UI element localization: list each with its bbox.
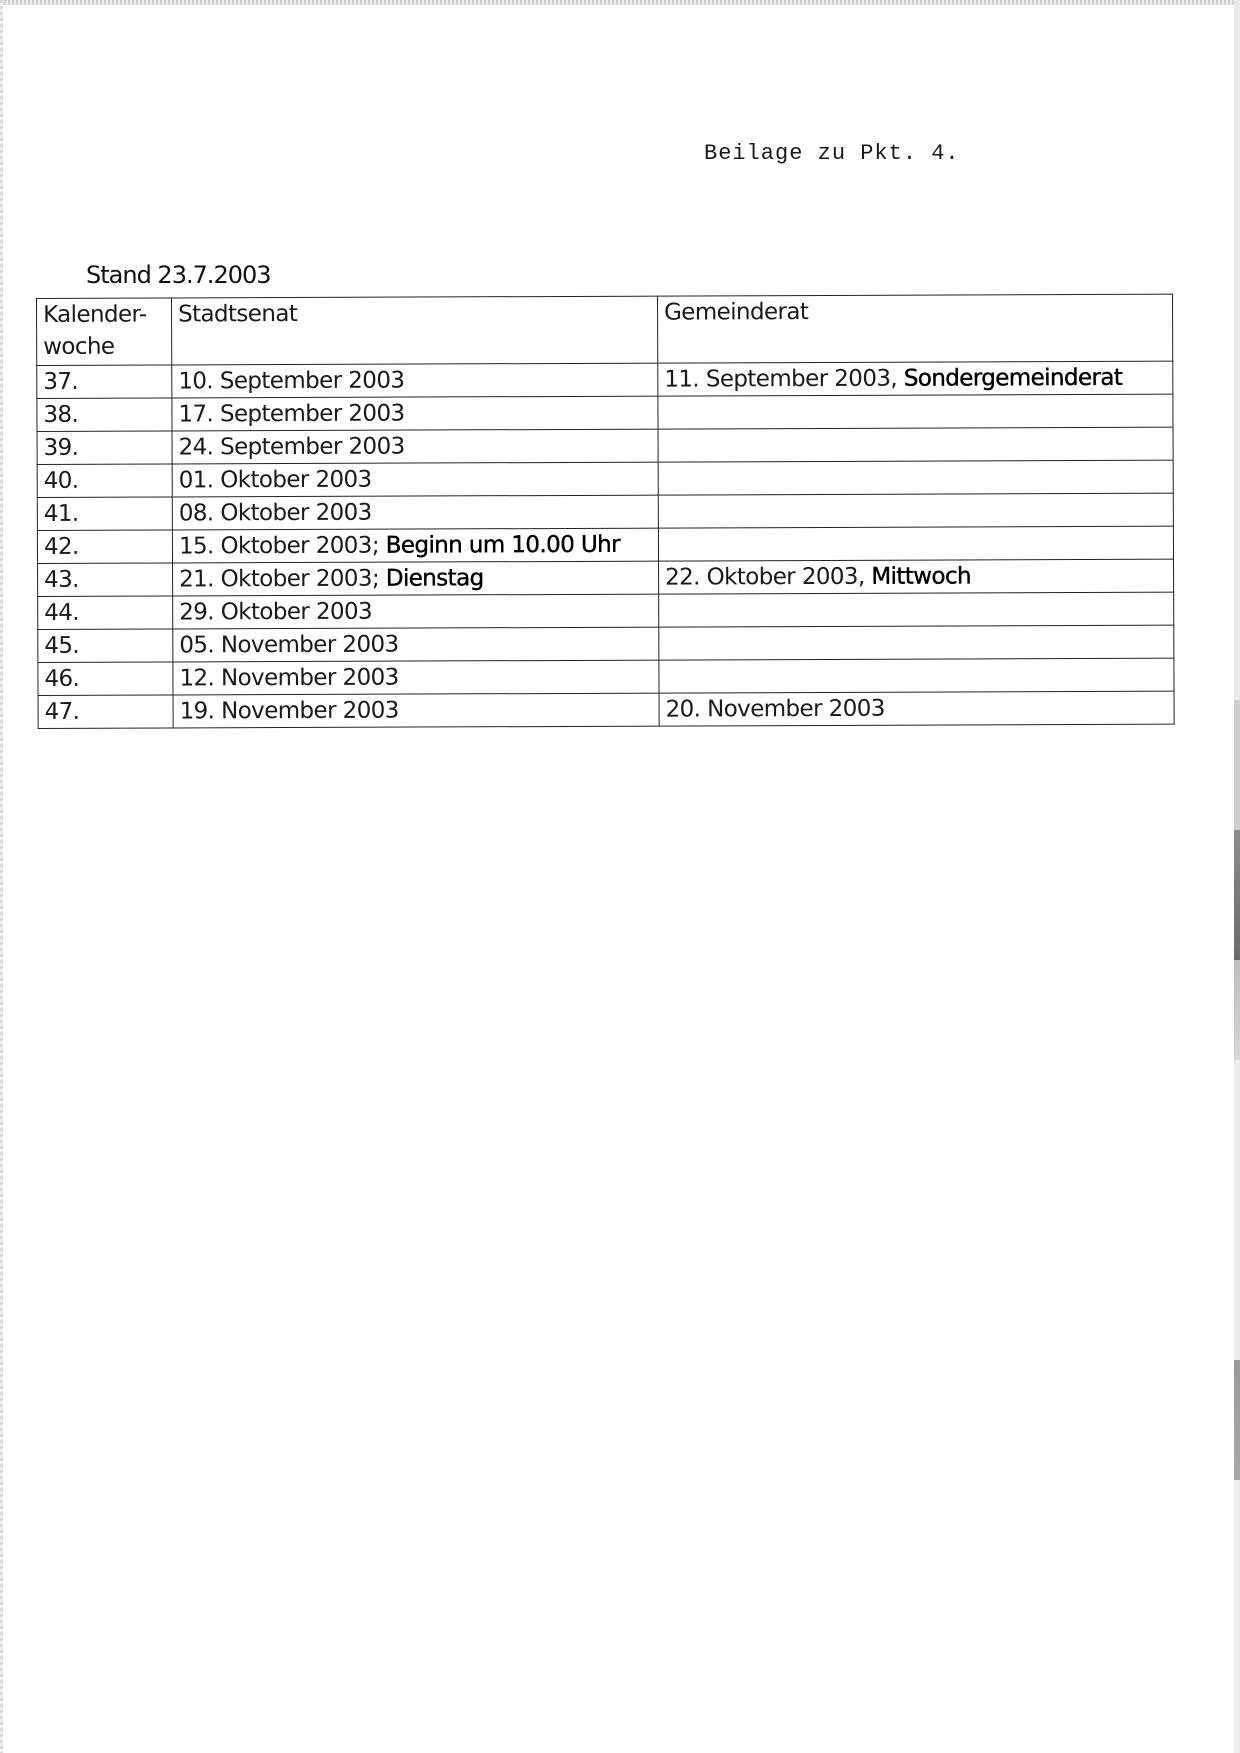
table-row <box>37 361 1173 398</box>
header-calendar-week-line2: woche <box>43 333 115 360</box>
cell-city-senate <box>172 363 658 398</box>
cell-municipal-council <box>659 625 1174 660</box>
cell-municipal-council <box>658 493 1173 528</box>
cell-calendar-week: 37. <box>37 365 172 399</box>
table-row <box>37 526 1173 563</box>
council-note: Sondergemeinderat <box>903 364 1123 392</box>
senate-date: 19. November 2003 <box>179 697 399 725</box>
cell-municipal-council <box>658 526 1173 561</box>
senate-note: Beginn um 10.00 Uhr <box>385 531 621 559</box>
senate-date: 29. Oktober 2003 <box>179 598 373 626</box>
cell-calendar-week: 40. <box>37 464 172 498</box>
scan-edge-top <box>0 0 1240 5</box>
cell-calendar-week: 47. <box>38 695 173 729</box>
cell-calendar-week: 38. <box>37 398 172 432</box>
header-calendar-week <box>37 298 172 366</box>
council-date: 11. September 2003, <box>664 365 898 393</box>
table-row <box>38 559 1174 596</box>
cell-city-senate <box>172 429 658 464</box>
cell-municipal-council <box>659 658 1174 693</box>
cell-calendar-week: 46. <box>38 662 173 696</box>
cell-calendar-week: 43. <box>38 563 173 597</box>
cell-calendar-week: 39. <box>37 431 172 465</box>
cell-city-senate <box>172 495 658 530</box>
senate-date: 05. November 2003 <box>179 631 399 659</box>
cell-city-senate <box>173 594 659 629</box>
cell-city-senate <box>173 561 659 596</box>
cell-municipal-council <box>658 361 1173 396</box>
table-row <box>38 691 1174 728</box>
table-row <box>38 625 1174 662</box>
table-row <box>37 394 1173 431</box>
cell-municipal-council <box>659 691 1174 726</box>
header-municipal-council: Gemeinderat <box>657 294 1172 363</box>
council-date: 22. Oktober 2003, <box>665 563 865 591</box>
council-date: 20. November 2003 <box>665 695 885 723</box>
senate-date: 24. September 2003 <box>178 433 405 461</box>
senate-note: Dienstag <box>385 565 484 592</box>
senate-date: 21. Oktober 2003; <box>179 565 380 593</box>
cell-calendar-week: 41. <box>37 497 172 531</box>
senate-date: 15. Oktober 2003; <box>178 532 380 560</box>
table-row <box>37 427 1173 464</box>
cell-calendar-week: 44. <box>38 596 173 630</box>
cell-city-senate <box>173 660 659 695</box>
table-row <box>38 658 1174 695</box>
senate-date: 01. Oktober 2003 <box>178 466 372 494</box>
scan-edge-right <box>1234 0 1240 1753</box>
cell-municipal-council <box>658 427 1173 462</box>
cell-municipal-council <box>659 559 1174 594</box>
council-note: Mittwoch <box>871 563 972 590</box>
cell-city-senate <box>172 528 658 563</box>
attachment-note: Beilage zu Pkt. 4. <box>704 141 960 166</box>
cell-city-senate <box>173 693 659 728</box>
senate-date: 12. November 2003 <box>179 664 399 692</box>
senate-date: 08. Oktober 2003 <box>178 499 372 527</box>
table-row <box>37 460 1173 497</box>
cell-municipal-council <box>658 460 1173 495</box>
cell-city-senate <box>172 396 658 431</box>
cell-city-senate <box>172 462 658 497</box>
senate-date: 10. September 2003 <box>178 367 405 395</box>
table-row <box>38 592 1174 629</box>
senate-date: 17. September 2003 <box>178 400 405 428</box>
status-date: Stand 23.7.2003 <box>86 261 271 289</box>
cell-municipal-council <box>659 592 1174 627</box>
cell-calendar-week: 45. <box>38 629 173 663</box>
cell-calendar-week: 42. <box>37 530 172 564</box>
meeting-schedule-table <box>36 294 1175 729</box>
cell-city-senate <box>173 627 659 662</box>
table-header-row <box>37 294 1173 365</box>
header-calendar-week-line1: Kalender- <box>43 301 147 328</box>
table-row <box>37 493 1173 530</box>
cell-municipal-council <box>658 394 1173 429</box>
scan-edge-left <box>0 0 3 1753</box>
header-city-senate: Stadtsenat <box>172 296 658 365</box>
